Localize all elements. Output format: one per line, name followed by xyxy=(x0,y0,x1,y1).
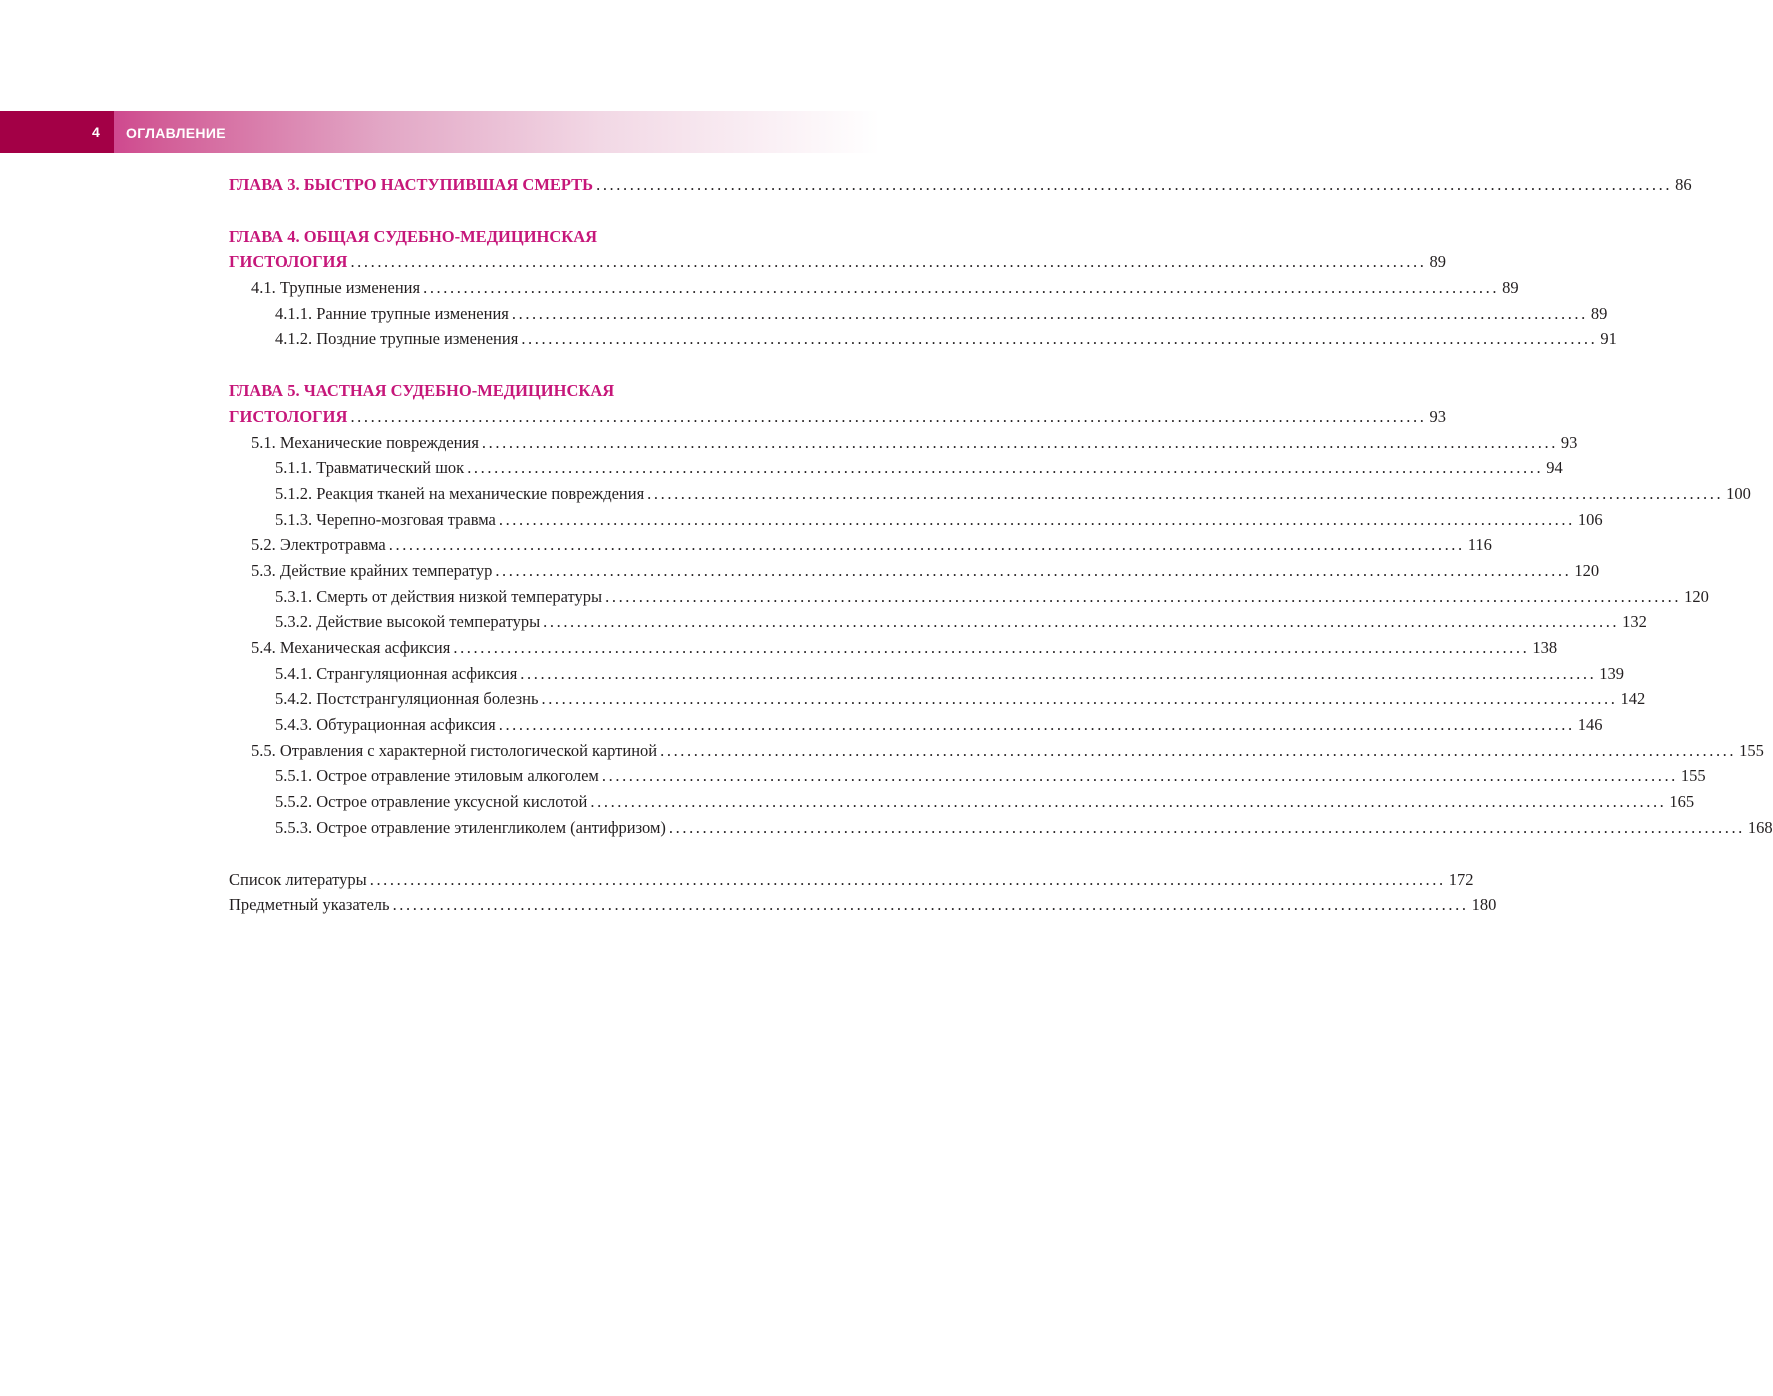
toc-page: 89 xyxy=(1502,278,1519,298)
toc-leader: ................................................................................................................................................................ xyxy=(511,303,1588,323)
toc-page: 86 xyxy=(1675,175,1692,194)
toc-leader: ................................................................................................................................................................ xyxy=(388,535,1465,555)
toc-leader: ................................................................................................................................................................ xyxy=(423,278,1500,298)
toc-item[interactable] xyxy=(229,609,1647,635)
table-of-contents xyxy=(229,172,1773,918)
toc-leader: ................................................................................................................................................................ xyxy=(520,663,1597,683)
toc-leader: ................................................................................................................................................................ xyxy=(481,432,1558,452)
toc-chapter-5-title-line1: ГЛАВА 5. ЧАСТНАЯ СУДЕБНО-МЕДИЦИНСКАЯ xyxy=(229,381,615,401)
toc-bibliography[interactable] xyxy=(229,867,1474,893)
toc-leader: ................................................................................................................................................................ xyxy=(601,766,1678,786)
toc-page: 168 xyxy=(1747,817,1773,837)
toc-page: 116 xyxy=(1467,535,1492,555)
toc-leader: ................................................................................................................................................................ xyxy=(498,509,1575,529)
toc-item[interactable] xyxy=(229,584,1709,610)
toc-item[interactable] xyxy=(229,738,1764,764)
toc-leader: ................................................................................................................................................................ xyxy=(590,792,1667,812)
toc-item[interactable] xyxy=(229,481,1751,507)
toc-title: Предметный указатель xyxy=(229,895,390,915)
toc-leader: ................................................................................................................................................................ xyxy=(498,715,1575,735)
toc-page: 139 xyxy=(1599,663,1625,683)
toc-title: 5.5.2. Острое отравление уксусной кислотой xyxy=(275,792,588,812)
toc-item[interactable] xyxy=(229,455,1563,481)
toc-page: 180 xyxy=(1471,895,1497,915)
toc-item[interactable] xyxy=(229,686,1646,712)
toc-page: 132 xyxy=(1622,612,1647,632)
toc-page: 91 xyxy=(1600,329,1617,349)
toc-page: 120 xyxy=(1574,560,1600,580)
toc-leader: ................................................................................................................................................................ xyxy=(541,689,1618,709)
toc-page: 120 xyxy=(1684,586,1709,606)
toc-page: 155 xyxy=(1739,740,1764,760)
toc-title: 5.3. Действие крайних температур xyxy=(251,560,493,580)
toc-title: 5.1.1. Травматический шок xyxy=(275,458,465,478)
toc-title: 5.5.1. Острое отравление этиловым алкоголем xyxy=(275,766,599,786)
toc-title: 5.5.3. Острое отравление этиленгликолем (антифризом) xyxy=(275,817,666,837)
toc-page: 93 xyxy=(1560,432,1578,452)
toc-title: 5.1.3. Черепно-мозговая травма xyxy=(275,509,496,529)
toc-leader: ................................................................................................................................................................ xyxy=(467,458,1544,478)
page-number: 4 xyxy=(92,124,100,140)
toc-leader: ................................................................................................................................................................ xyxy=(521,329,1598,349)
toc-page: 146 xyxy=(1577,715,1603,735)
toc-title: 5.5. Отравления с характерной гистологической картиной xyxy=(251,740,658,760)
toc-item[interactable] xyxy=(229,712,1603,738)
toc-page: 138 xyxy=(1532,638,1558,657)
toc-page: 172 xyxy=(1448,869,1474,889)
toc-item[interactable] xyxy=(229,507,1603,533)
toc-item[interactable] xyxy=(229,275,1519,301)
toc-chapter-4[interactable] xyxy=(229,249,1446,275)
toc-title: 4.1. Трупные изменения xyxy=(251,278,421,298)
toc-title: 5.3.2. Действие высокой температуры xyxy=(275,612,541,632)
toc-item[interactable] xyxy=(229,430,1578,456)
toc-title: 5.4. Механическая асфиксия xyxy=(251,638,451,657)
toc-page: 93 xyxy=(1429,406,1446,426)
toc-leader: ................................................................................................................................................................ xyxy=(660,740,1737,760)
toc-leader: ................................................................................................................................................................ xyxy=(596,175,1673,194)
toc-leader: ................................................................................................................................................................ xyxy=(647,483,1724,503)
toc-title: ГИСТОЛОГИЯ xyxy=(229,406,348,426)
toc-item[interactable] xyxy=(229,301,1608,327)
toc-page: 89 xyxy=(1590,303,1608,323)
toc-item[interactable] xyxy=(229,326,1617,352)
toc-page: 89 xyxy=(1429,252,1446,272)
toc-page: 155 xyxy=(1680,766,1706,786)
toc-title: 5.4.3. Обтурационная асфиксия xyxy=(275,715,496,735)
toc-page: 142 xyxy=(1620,689,1646,709)
toc-title: 5.4.2. Постстрангуляционная болезнь xyxy=(275,689,539,709)
toc-subject-index[interactable] xyxy=(229,892,1497,918)
toc-page: 94 xyxy=(1546,458,1563,478)
toc-title: 4.1.2. Поздние трупные изменения xyxy=(275,329,519,349)
toc-leader: ................................................................................................................................................................ xyxy=(453,638,1530,657)
toc-title: Список литературы xyxy=(229,869,367,889)
toc-leader: ................................................................................................................................................................ xyxy=(369,869,1446,889)
toc-leader: ................................................................................................................................................................ xyxy=(668,817,1745,837)
toc-leader: ................................................................................................................................................................ xyxy=(543,612,1620,632)
toc-title: 5.3.1. Смерть от действия низкой температуры xyxy=(275,586,603,606)
toc-chapter-4-title-line1: ГЛАВА 4. ОБЩАЯ СУДЕБНО-МЕДИЦИНСКАЯ xyxy=(229,226,598,246)
toc-page: 106 xyxy=(1577,509,1603,529)
toc-page: 165 xyxy=(1669,792,1695,812)
toc-item[interactable] xyxy=(229,763,1706,789)
toc-leader: ................................................................................................................................................................ xyxy=(350,252,1427,272)
toc-leader: ................................................................................................................................................................ xyxy=(392,895,1469,915)
toc-title: 5.4.1. Странгуляционная асфиксия xyxy=(275,663,518,683)
toc-chapter-3[interactable] xyxy=(229,172,1692,198)
toc-leader: ................................................................................................................................................................ xyxy=(605,586,1682,606)
toc-title: 5.2. Электротравма xyxy=(251,535,386,555)
toc-title: ГЛАВА 3. БЫСТРО НАСТУПИВШАЯ СМЕРТЬ xyxy=(229,175,594,194)
toc-title: 5.1.2. Реакция тканей на механические повреждения xyxy=(275,483,645,503)
toc-title: 5.1. Механические повреждения xyxy=(251,432,479,452)
toc-page: 100 xyxy=(1726,483,1751,503)
toc-title: 4.1.1. Ранние трупные изменения xyxy=(275,303,509,323)
toc-item[interactable] xyxy=(229,661,1625,687)
toc-leader: ................................................................................................................................................................ xyxy=(495,560,1572,580)
toc-item[interactable] xyxy=(229,635,1558,661)
toc-item[interactable] xyxy=(229,532,1492,558)
toc-chapter-5[interactable] xyxy=(229,404,1446,430)
toc-title: ГИСТОЛОГИЯ xyxy=(229,252,348,272)
section-title: ОГЛАВЛЕНИЕ xyxy=(126,125,226,141)
toc-item[interactable] xyxy=(229,789,1695,815)
toc-item[interactable] xyxy=(229,815,1773,841)
toc-leader: ................................................................................................................................................................ xyxy=(350,406,1427,426)
toc-item[interactable] xyxy=(229,558,1600,584)
